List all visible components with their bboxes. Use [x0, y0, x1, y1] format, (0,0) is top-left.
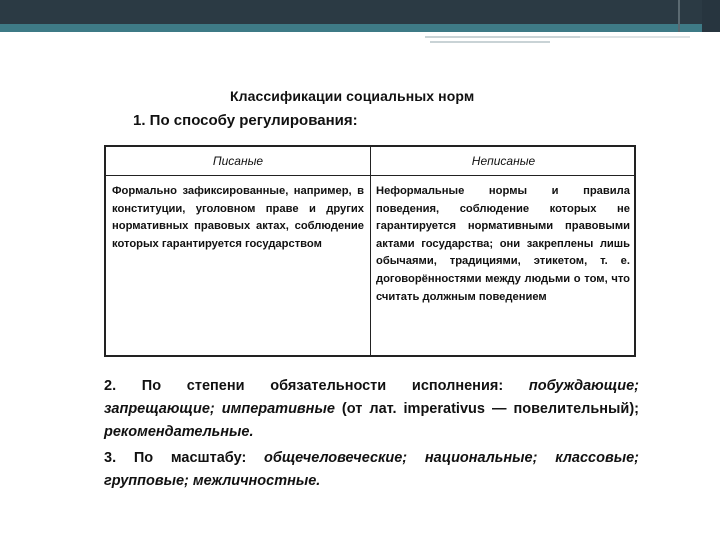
section-2-item: побуждающие;	[528, 378, 639, 394]
slide-corner-block	[702, 0, 720, 32]
section-3-paragraph	[104, 447, 639, 493]
section-1-heading: 1. По способу регулирования:	[133, 112, 358, 129]
slide-corner-tick	[678, 0, 680, 32]
section-2-paragraph	[104, 375, 639, 444]
decorative-line	[425, 36, 580, 38]
norms-table	[104, 145, 636, 357]
decorative-line	[430, 41, 550, 43]
section-2-note: (от лат. imperativus — повелительный);	[341, 401, 640, 417]
section-2-item: запрещающие;	[104, 401, 215, 417]
slide-accent-stripe	[0, 24, 720, 32]
decorative-line	[580, 36, 690, 38]
section-2-lead: 2. По степени обязательности исполнения:	[104, 378, 504, 394]
slide-top-bar	[0, 0, 720, 24]
section-3-items: общечеловеческие; национальные; классовые; групповые; межличностные.	[104, 450, 640, 489]
table-cell-written: Формально зафиксированные, например, в конституции, уголовном праве и других нормативных правовых актах, соблюдение которых гарантируется государством	[112, 185, 364, 250]
table-header-written: Писаные	[212, 154, 264, 168]
document-title: Классификации социальных норм	[230, 88, 475, 104]
table-column-divider	[370, 147, 371, 355]
table-cell-unwritten: Неформальные нормы и правила поведения, соблюдение которых не гарантируется нормативными правовыми актами государства; они закреплены лишь обычаями, традициями, этикетом, т. е. договорённостями между людьми о том, что считать должным поведением	[376, 185, 630, 303]
section-2-item-last: рекомендательные.	[104, 424, 254, 440]
section-3-lead: 3. По масштабу:	[104, 450, 247, 466]
table-header-divider	[106, 175, 634, 176]
table-header-unwritten: Неписаные	[471, 154, 536, 168]
section-2-item: императивные	[221, 401, 335, 417]
